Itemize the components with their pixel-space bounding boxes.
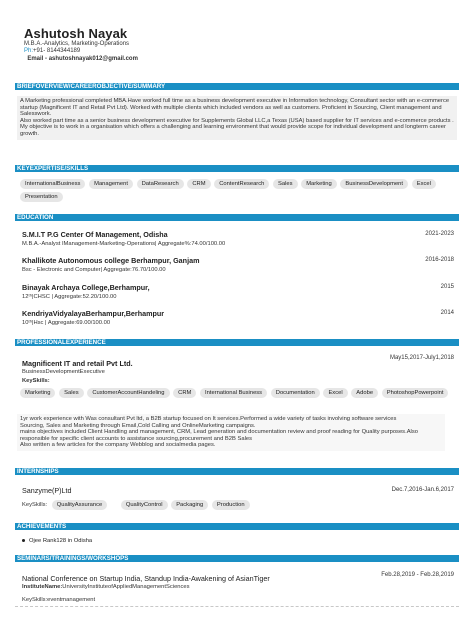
section-seminars-heading: SEMINARS/TRAININGS/WORKSHOPS: [15, 555, 459, 562]
experience-skill-list: [20, 388, 460, 401]
phone-number: +91- 8144344189: [33, 48, 81, 55]
experience-description: [17, 414, 445, 451]
skill-chip: BusinessDevelopment: [340, 179, 408, 189]
experience-description-line: 1yr work experience with Was consultant Pvt ltd, a B2B startup focused on It services.Performed a wide variety of tasks involving software services: [20, 416, 397, 422]
education-date: 2014: [440, 310, 454, 316]
phone-line: [24, 48, 138, 55]
experience-keyskills-label: KeySkills:: [22, 378, 50, 384]
candidate-name: Ashutosh Nayak: [24, 26, 128, 41]
seminar-institute-label: InstituteName:: [22, 584, 63, 590]
experience-skill-chip: Marketing: [20, 388, 55, 398]
internship-skill-chip: Packaging: [171, 500, 208, 510]
summary-paragraph: My objective is to work in a organisation which offers a challenging and learning environment that would provide scope for individual development and longterm career growth.: [20, 124, 446, 137]
section-achievements-heading: ACHIEVEMENTS: [15, 523, 459, 530]
phone-label: Ph:: [24, 48, 34, 55]
skill-chip: Marketing: [301, 179, 336, 189]
education-institution: S.M.I.T P.G Center Of Management, Odisha: [22, 230, 168, 239]
skill-chip: DataResearch: [137, 179, 184, 189]
experience-role: BusinessDevelopmentExecutive: [22, 369, 105, 375]
skills-chip-list: [20, 179, 460, 205]
achievement-text: Ojee Rank128 in Odisha: [29, 538, 93, 544]
experience-description-line: Also written a few articles for the company Webblog and socialmedia pages.: [20, 442, 216, 449]
skill-chip: Presentation: [20, 192, 63, 202]
skill-chip: CRM: [187, 179, 210, 189]
section-education-heading: EDUCATION: [15, 214, 459, 221]
experience-company: Magnificent IT and retail Pvt Ltd.: [22, 359, 133, 368]
skill-chip: Management: [89, 179, 133, 189]
skill-chip: InternationalBusiness: [20, 179, 85, 189]
email-address: ashutoshnayak012@gmail.com: [48, 55, 138, 62]
resume-header: [24, 26, 138, 63]
experience-skill-chip: Documentation: [271, 388, 320, 398]
summary-paragraph: A Marketing professional completed MBA.Have worked full time as a business development executive in Information technology, Consultant sector with an e-commerce startup (Magnificent IT and Retail Pvt Ltd). Worked with multiple clients which included vendors as well as customers. Proficient in Sourcing, Client management and Salesswork.: [20, 98, 450, 118]
seminar-title: National Conference on Startup India, Standup India-Awakening of AsianTiger: [22, 574, 270, 583]
seminar-keyskills: KeySkills:eventmanagement: [22, 597, 96, 603]
education-institution: Khallikote Autonomous college Berhampur, Ganjam: [22, 256, 200, 265]
skill-chip: ContentResearch: [214, 179, 269, 189]
education-detail: 12ᵗʰ|CHSC | Aggregate:52.20/100.00: [22, 294, 117, 300]
internship-skill-chip: Production: [212, 500, 250, 510]
achievement-item: [22, 538, 92, 544]
experience-description-line: mains objectives included Client Handling and management, CRM, Lead generation and documentation review and proof reading for Quality purposes.Also responsible for specific client accounts to assistance sourcing,procurement and B2B Sales: [20, 429, 418, 442]
education-date: 2016-2018: [425, 257, 454, 263]
experience-skill-chip: Excel: [323, 388, 347, 398]
experience-description-line: Sourcing, Sales and Marketing through Email,Cold Calling and OnlineMarketing campaigns.: [20, 422, 256, 429]
education-detail: M.B.A.-Analyst IManagement-Marketing-Operations| Aggregate%:74.00/100.00: [22, 241, 226, 247]
skill-chip: Sales: [273, 179, 298, 189]
bullet-icon: [22, 539, 25, 542]
section-skills-heading: KEYEXPERTISE/SKILLS: [15, 165, 459, 172]
internship-date: Dec.7,2016-Jan.6,2017: [391, 487, 454, 493]
experience-date: May15,2017-July1,2018: [389, 355, 454, 361]
experience-skill-chip: Sales: [59, 388, 84, 398]
summary-paragraph: Also worked part time as a senior business development executive for Supplements Global LLC,a Texas (USA) based supplier for IT services and e-commerce products .: [20, 117, 454, 124]
degree-line: M.B.A.-Analytics, Marketing-Operations: [24, 41, 130, 47]
education-detail: Bsc - Electronic and Computer| Aggregate:76.70/100.00: [22, 267, 166, 273]
experience-skill-chip: CRM: [173, 388, 196, 398]
seminar-institute: [22, 584, 190, 590]
internship-keyskills-label: KeySkills:: [22, 502, 48, 508]
seminar-date: Feb.28,2019 - Feb.28,2019: [381, 572, 454, 578]
section-summary-heading: BRIEFOVERVIEW/CAREEROBJECTIVE/SUMMARY: [15, 83, 459, 90]
experience-skill-chip: Adobe: [351, 388, 378, 398]
email-line: [24, 56, 138, 63]
section-divider: [15, 606, 459, 607]
internship-keyskills: [22, 500, 252, 513]
section-experience-heading: PROFESSIONALEXPERIENCE: [15, 339, 459, 346]
internship-skill-chip: QualityAssurance: [52, 500, 107, 510]
education-date: 2015: [440, 284, 454, 290]
seminar-institute-name: UniversityInstituteofAppliedManagementSciences: [62, 584, 190, 590]
experience-skill-chip: PhotoshopPowerpoint: [382, 388, 449, 398]
internship-skill-chip: QualityControl: [121, 500, 168, 510]
education-date: 2021-2023: [425, 231, 454, 237]
section-internships-heading: INTERNSHIPS: [15, 468, 459, 475]
summary-box: [17, 96, 457, 140]
education-institution: KendriyaVidyalayaBerhampur,Berhampur: [22, 309, 165, 318]
education-institution: Binayak Archaya College,Berhampur,: [22, 283, 150, 292]
email-label: Email -: [27, 55, 49, 62]
education-detail: 10ᵗʰ|Hsc | Aggregate:69.00/100.00: [22, 320, 111, 326]
skill-chip: Excel: [412, 179, 436, 189]
experience-skill-chip: International Business: [200, 388, 267, 398]
experience-skill-chip: CustomerAccountHandeling: [87, 388, 169, 398]
internship-company: Sanzyme(P)Ltd: [22, 486, 72, 495]
